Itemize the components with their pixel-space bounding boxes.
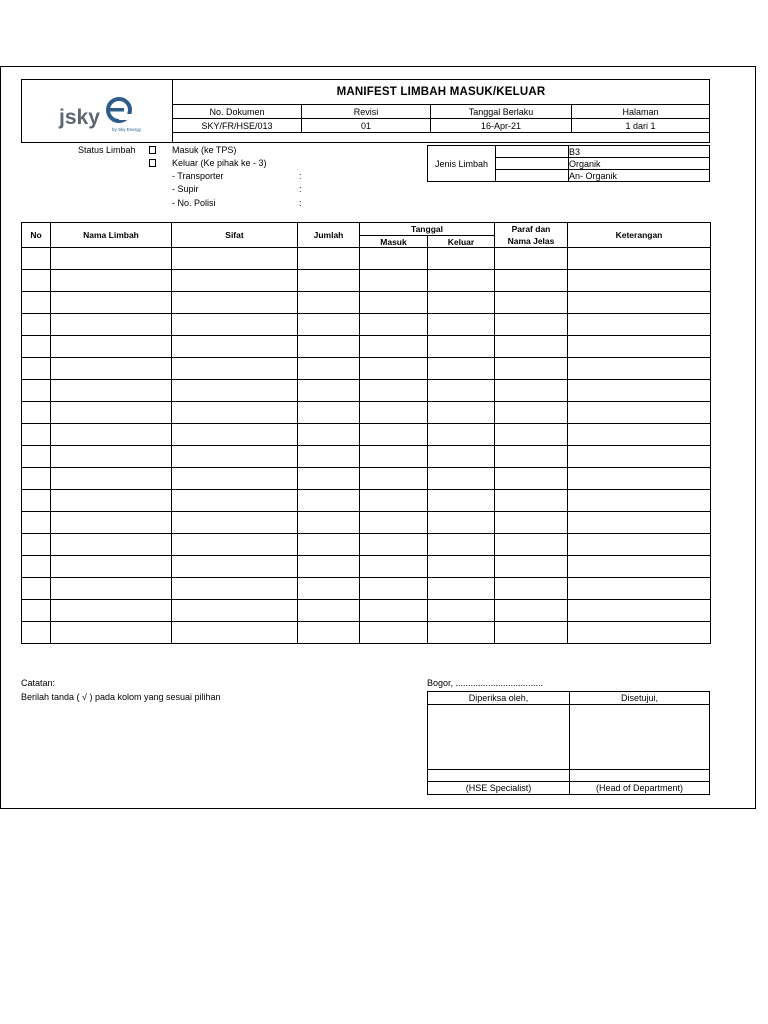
table-row — [22, 292, 711, 314]
col-paraf-line2: Nama Jelas — [507, 236, 555, 246]
table-row — [22, 512, 711, 534]
cell-tanggal-keluar[interactable] — [428, 600, 495, 622]
col-jumlah: Jumlah — [298, 223, 360, 248]
waste-table-body — [22, 248, 711, 644]
cell-sifat[interactable] — [172, 336, 298, 358]
cell-keterangan[interactable] — [568, 512, 711, 534]
cell-jumlah[interactable] — [298, 600, 360, 622]
cell-keterangan[interactable] — [568, 358, 711, 380]
cell-tanggal-keluar[interactable] — [428, 578, 495, 600]
cell-tanggal-keluar[interactable] — [428, 292, 495, 314]
cell-nama-limbah[interactable] — [51, 292, 172, 314]
cell-jumlah[interactable] — [298, 468, 360, 490]
cell-nama-limbah[interactable] — [51, 336, 172, 358]
diperiksa-label: Diperiksa oleh, — [428, 692, 570, 705]
cell-paraf[interactable] — [495, 314, 568, 336]
cell-sifat[interactable] — [172, 446, 298, 468]
cell-tanggal-keluar[interactable] — [428, 358, 495, 380]
cell-tanggal-keluar[interactable] — [428, 446, 495, 468]
cell-nama-limbah[interactable] — [51, 380, 172, 402]
header-block — [21, 79, 710, 143]
cell-sifat[interactable] — [172, 556, 298, 578]
cell-sifat[interactable] — [172, 402, 298, 424]
cell-tanggal-keluar[interactable] — [428, 336, 495, 358]
cell-sifat[interactable] — [172, 314, 298, 336]
cell-no[interactable] — [22, 468, 51, 490]
cell-tanggal-masuk[interactable] — [360, 292, 428, 314]
cell-jumlah[interactable] — [298, 446, 360, 468]
table-row — [22, 534, 711, 556]
cell-tanggal-keluar[interactable] — [428, 424, 495, 446]
col-paraf — [495, 223, 568, 248]
cell-no[interactable] — [22, 578, 51, 600]
table-row — [22, 424, 711, 446]
header-spacer-row — [173, 133, 710, 143]
cell-sifat[interactable] — [172, 534, 298, 556]
hse-signature-area[interactable] — [428, 705, 570, 770]
cell-paraf[interactable] — [495, 534, 568, 556]
cell-tanggal-keluar[interactable] — [428, 248, 495, 270]
cell-tanggal-masuk[interactable] — [360, 446, 428, 468]
jenis-anorganik-label: An- Organik — [569, 170, 710, 182]
head-signature-area[interactable] — [570, 705, 710, 770]
cell-tanggal-masuk[interactable] — [360, 270, 428, 292]
cell-paraf[interactable] — [495, 512, 568, 534]
supir-colon: : — [299, 184, 302, 194]
cell-keterangan[interactable] — [568, 600, 711, 622]
cell-keterangan[interactable] — [568, 534, 711, 556]
cell-jumlah[interactable] — [298, 512, 360, 534]
cell-sifat[interactable] — [172, 270, 298, 292]
masuk-checkbox[interactable] — [149, 146, 156, 154]
table-row — [22, 336, 711, 358]
no-polisi-colon: : — [299, 198, 302, 208]
cell-jumlah[interactable] — [298, 578, 360, 600]
cell-paraf[interactable] — [495, 424, 568, 446]
col-nama-limbah: Nama Limbah — [51, 223, 172, 248]
cell-no[interactable] — [22, 490, 51, 512]
cell-nama-limbah[interactable] — [51, 600, 172, 622]
cell-sifat[interactable] — [172, 424, 298, 446]
cell-no[interactable] — [22, 270, 51, 292]
cell-tanggal-masuk[interactable] — [360, 336, 428, 358]
cell-paraf[interactable] — [495, 358, 568, 380]
table-row — [22, 446, 711, 468]
table-row — [22, 358, 711, 380]
cell-jumlah[interactable] — [298, 358, 360, 380]
cell-keterangan[interactable] — [568, 292, 711, 314]
table-row — [22, 314, 711, 336]
cell-sifat[interactable] — [172, 600, 298, 622]
cell-tanggal-keluar[interactable] — [428, 512, 495, 534]
table-row — [22, 248, 711, 270]
cell-tanggal-masuk[interactable] — [360, 314, 428, 336]
cell-sifat[interactable] — [172, 490, 298, 512]
cell-tanggal-masuk[interactable] — [360, 490, 428, 512]
transporter-colon: : — [299, 171, 302, 181]
cell-paraf[interactable] — [495, 622, 568, 644]
col-keterangan: Keterangan — [568, 223, 711, 248]
cell-no[interactable] — [22, 424, 51, 446]
cell-jumlah[interactable] — [298, 336, 360, 358]
cell-paraf[interactable] — [495, 556, 568, 578]
cell-no[interactable] — [22, 358, 51, 380]
cell-nama-limbah[interactable] — [51, 270, 172, 292]
keluar-option-label: Keluar (Ke pihak ke - 3) — [172, 158, 267, 168]
supir-label: - Supir — [172, 184, 199, 194]
cell-no[interactable] — [22, 248, 51, 270]
cell-tanggal-masuk[interactable] — [360, 512, 428, 534]
cell-no[interactable] — [22, 512, 51, 534]
table-row — [22, 600, 711, 622]
table-row — [22, 468, 711, 490]
cell-no[interactable] — [22, 446, 51, 468]
keluar-checkbox[interactable] — [149, 159, 156, 167]
cell-nama-limbah[interactable] — [51, 314, 172, 336]
cell-sifat[interactable] — [172, 248, 298, 270]
cell-tanggal-masuk[interactable] — [360, 556, 428, 578]
cell-tanggal-keluar[interactable] — [428, 556, 495, 578]
cell-keterangan[interactable] — [568, 446, 711, 468]
catatan-label: Catatan: — [21, 678, 56, 688]
cell-tanggal-masuk[interactable] — [360, 600, 428, 622]
cell-tanggal-masuk[interactable] — [360, 248, 428, 270]
cell-keterangan[interactable] — [568, 490, 711, 512]
cell-no[interactable] — [22, 556, 51, 578]
jenis-b3-label: B3 — [569, 146, 710, 158]
cell-tanggal-masuk[interactable] — [360, 380, 428, 402]
cell-keterangan[interactable] — [568, 622, 711, 644]
cell-jumlah[interactable] — [298, 248, 360, 270]
doc-number-header: No. Dokumen — [173, 105, 302, 119]
cell-paraf[interactable] — [495, 490, 568, 512]
col-tanggal-keluar: Keluar — [428, 236, 495, 248]
cell-nama-limbah[interactable] — [51, 578, 172, 600]
table-row — [22, 490, 711, 512]
company-logo — [22, 86, 172, 136]
cell-tanggal-keluar[interactable] — [428, 622, 495, 644]
cell-no[interactable] — [22, 600, 51, 622]
jenis-limbah-block — [427, 145, 710, 182]
jenis-limbah-label: Jenis Limbah — [428, 146, 496, 182]
cell-tanggal-keluar[interactable] — [428, 380, 495, 402]
cell-sifat[interactable] — [172, 578, 298, 600]
revision-value: 01 — [302, 119, 431, 133]
col-tanggal: Tanggal — [360, 223, 495, 236]
cell-jumlah[interactable] — [298, 424, 360, 446]
cell-jumlah[interactable] — [298, 402, 360, 424]
cell-jumlah[interactable] — [298, 622, 360, 644]
cell-keterangan[interactable] — [568, 270, 711, 292]
cell-paraf[interactable] — [495, 270, 568, 292]
form-title: MANIFEST LIMBAH MASUK/KELUAR — [173, 80, 710, 105]
cell-sifat[interactable] — [172, 468, 298, 490]
col-paraf-line1: Paraf dan — [511, 224, 551, 234]
cell-nama-limbah[interactable] — [51, 402, 172, 424]
cell-tanggal-masuk[interactable] — [360, 534, 428, 556]
cell-tanggal-masuk[interactable] — [360, 358, 428, 380]
cell-paraf[interactable] — [495, 600, 568, 622]
cell-jumlah[interactable] — [298, 292, 360, 314]
col-tanggal-masuk: Masuk — [360, 236, 428, 248]
col-no: No — [22, 223, 51, 248]
masuk-option-label: Masuk (ke TPS) — [172, 145, 237, 155]
table-row — [22, 578, 711, 600]
cell-keterangan[interactable] — [568, 468, 711, 490]
cell-tanggal-masuk[interactable] — [360, 402, 428, 424]
jenis-organik-label: Organik — [569, 158, 710, 170]
cell-jumlah[interactable] — [298, 314, 360, 336]
cell-nama-limbah[interactable] — [51, 468, 172, 490]
status-limbah-label: Status Limbah — [78, 145, 136, 155]
cell-paraf[interactable] — [495, 248, 568, 270]
cell-jumlah[interactable] — [298, 270, 360, 292]
cell-jumlah[interactable] — [298, 534, 360, 556]
cell-paraf[interactable] — [495, 468, 568, 490]
cell-no[interactable] — [22, 622, 51, 644]
cell-paraf[interactable] — [495, 402, 568, 424]
cell-keterangan[interactable] — [568, 424, 711, 446]
cell-sifat[interactable] — [172, 512, 298, 534]
col-sifat: Sifat — [172, 223, 298, 248]
logo-text: jsky — [59, 106, 100, 129]
cell-keterangan[interactable] — [568, 248, 711, 270]
cell-no[interactable] — [22, 314, 51, 336]
cell-nama-limbah[interactable] — [51, 534, 172, 556]
cell-sifat[interactable] — [172, 622, 298, 644]
cell-keterangan[interactable] — [568, 556, 711, 578]
table-row — [22, 622, 711, 644]
cell-no[interactable] — [22, 292, 51, 314]
cell-paraf[interactable] — [495, 446, 568, 468]
cell-tanggal-keluar[interactable] — [428, 314, 495, 336]
cell-nama-limbah[interactable] — [51, 358, 172, 380]
cell-tanggal-masuk[interactable] — [360, 424, 428, 446]
table-row — [22, 402, 711, 424]
hse-specialist-label: (HSE Specialist) — [428, 782, 570, 795]
cell-paraf[interactable] — [495, 292, 568, 314]
jenis-organik-check[interactable] — [496, 158, 569, 170]
cell-paraf[interactable] — [495, 578, 568, 600]
cell-tanggal-keluar[interactable] — [428, 270, 495, 292]
cell-tanggal-masuk[interactable] — [360, 622, 428, 644]
disetujui-label: Disetujui, — [570, 692, 710, 705]
cell-nama-limbah[interactable] — [51, 248, 172, 270]
cell-tanggal-keluar[interactable] — [428, 468, 495, 490]
page-header: Halaman — [572, 105, 710, 119]
page-value: 1 dari 1 — [572, 119, 710, 133]
revision-header: Revisi — [302, 105, 431, 119]
cell-nama-limbah[interactable] — [51, 424, 172, 446]
logo-tagline: by Sky Energy — [112, 127, 142, 132]
cell-sifat[interactable] — [172, 292, 298, 314]
cell-keterangan[interactable] — [568, 402, 711, 424]
cell-keterangan[interactable] — [568, 380, 711, 402]
cell-no[interactable] — [22, 534, 51, 556]
table-row — [22, 380, 711, 402]
hse-name-line[interactable] — [428, 770, 570, 782]
no-polisi-label: - No. Polisi — [172, 198, 216, 208]
cell-sifat[interactable] — [172, 358, 298, 380]
cell-jumlah[interactable] — [298, 556, 360, 578]
head-name-line[interactable] — [570, 770, 710, 782]
signature-block — [427, 691, 710, 795]
waste-table — [21, 222, 711, 644]
cell-no[interactable] — [22, 380, 51, 402]
logo-cell — [22, 80, 173, 143]
cell-nama-limbah[interactable] — [51, 556, 172, 578]
cell-nama-limbah[interactable] — [51, 490, 172, 512]
cell-nama-limbah[interactable] — [51, 446, 172, 468]
cell-keterangan[interactable] — [568, 578, 711, 600]
head-department-label: (Head of Department) — [570, 782, 710, 795]
cell-tanggal-masuk[interactable] — [360, 468, 428, 490]
cell-tanggal-keluar[interactable] — [428, 534, 495, 556]
cell-keterangan[interactable] — [568, 314, 711, 336]
cell-tanggal-keluar[interactable] — [428, 402, 495, 424]
cell-paraf[interactable] — [495, 336, 568, 358]
catatan-note: Berilah tanda ( √ ) pada kolom yang sesuai pilihan — [21, 692, 221, 702]
cell-tanggal-keluar[interactable] — [428, 490, 495, 512]
cell-no[interactable] — [22, 402, 51, 424]
doc-number-value: SKY/FR/HSE/013 — [173, 119, 302, 133]
cell-nama-limbah[interactable] — [51, 622, 172, 644]
cell-jumlah[interactable] — [298, 380, 360, 402]
place-date-line: Bogor, ................................... — [427, 678, 544, 688]
cell-paraf[interactable] — [495, 380, 568, 402]
jenis-anorganik-check[interactable] — [496, 170, 569, 182]
cell-jumlah[interactable] — [298, 490, 360, 512]
cell-no[interactable] — [22, 336, 51, 358]
transporter-label: - Transporter — [172, 171, 224, 181]
cell-sifat[interactable] — [172, 380, 298, 402]
effective-date-header: Tanggal Berlaku — [431, 105, 572, 119]
table-row — [22, 270, 711, 292]
cell-tanggal-masuk[interactable] — [360, 578, 428, 600]
table-row — [22, 556, 711, 578]
effective-date-value: 16-Apr-21 — [431, 119, 572, 133]
cell-keterangan[interactable] — [568, 336, 711, 358]
jenis-b3-check[interactable] — [496, 146, 569, 158]
cell-nama-limbah[interactable] — [51, 512, 172, 534]
